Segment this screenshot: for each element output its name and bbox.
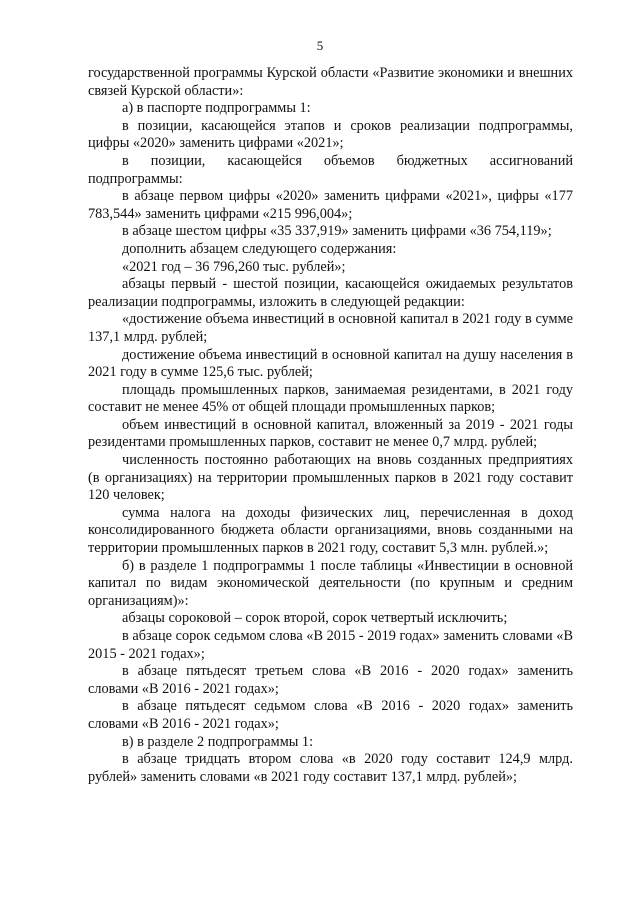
paragraph: абзацы сороковой – сорок второй, сорок четвертый исключить; [122,610,508,627]
paragraph: абзацы первый - шестой позиции, касающейся ожидаемых результатов реализации подпрограммы, изложить в следующей редакции: [88,276,573,310]
paragraph: в абзаце пятьдесят седьмом слова «В 2016 - 2020 годах» заменить словами «В 2016 - 2021 годах»; [88,698,573,732]
paragraph: в позиции, касающейся этапов и сроков реализации подпрограммы, цифры «2020» заменить цифрами «2021»; [88,117,573,152]
paragraph: в абзаце шестом цифры «35 337,919» заменить цифрами «36 754,119»; [122,223,552,240]
paragraph: б) в разделе 1 подпрограммы 1 после таблицы «Инвестиции в основной капитал по видам экономической деятельности (по крупным и средним организациям)»: [88,557,573,609]
paragraph: в) в разделе 2 подпрограммы 1: [122,733,314,750]
paragraph: в позиции, касающейся объемов бюджетных ассигнований подпрограммы: [88,152,573,187]
paragraph: сумма налога на доходы физических лиц, перечисленная в доход консолидированного бюджета области организациями, вновь созданными на территории промышленных парков в 2021 году, составит 5,3 млн. рублей.»; [88,504,573,557]
paragraph: «2021 год – 36 796,260 тыс. рублей»; [122,258,346,275]
paragraph: в абзаце тридцать втором слова «в 2020 году составит 124,9 млрд. рублей» заменить словами «в 2021 году составит 137,1 млрд. рублей»; [88,751,573,785]
paragraph: дополнить абзацем следующего содержания: [122,240,397,257]
paragraph: достижение объема инвестиций в основной капитал на душу населения в 2021 году в сумме 125,6 тыс. рублей; [88,346,573,381]
paragraph: государственной программы Курской области «Развитие экономики и внешних связей Курской области»: [88,65,573,99]
page-number: 5 [316,38,324,53]
paragraph: численность постоянно работающих на вновь созданных предприятиях (в организациях) на территории промышленных парков в 2021 году составит 120 человек; [88,452,573,504]
paragraph: объем инвестиций в основной капитал, вложенный за 2019 - 2021 годы резидентами промышленных парков, составит не менее 0,7 млрд. рублей; [88,416,573,451]
paragraph: а) в паспорте подпрограммы 1: [122,100,311,117]
paragraph: площадь промышленных парков, занимаемая резидентами, в 2021 году составит не менее 45% от общей площади промышленных парков; [88,381,573,416]
paragraph: «достижение объема инвестиций в основной капитал в 2021 году в сумме 137,1 млрд. рублей; [88,311,573,345]
paragraph: в абзаце первом цифры «2020» заменить цифрами «2021», цифры «177 783,544» заменить цифрами «215 996,004»; [88,188,573,222]
paragraph: в абзаце сорок седьмом слова «В 2015 - 2019 годах» заменить словами «В 2015 - 2021 годах»; [88,628,573,662]
document-body [88,65,573,786]
paragraph: в абзаце пятьдесят третьем слова «В 2016 - 2020 годах» заменить словами «В 2016 - 2021 годах»; [88,663,573,697]
